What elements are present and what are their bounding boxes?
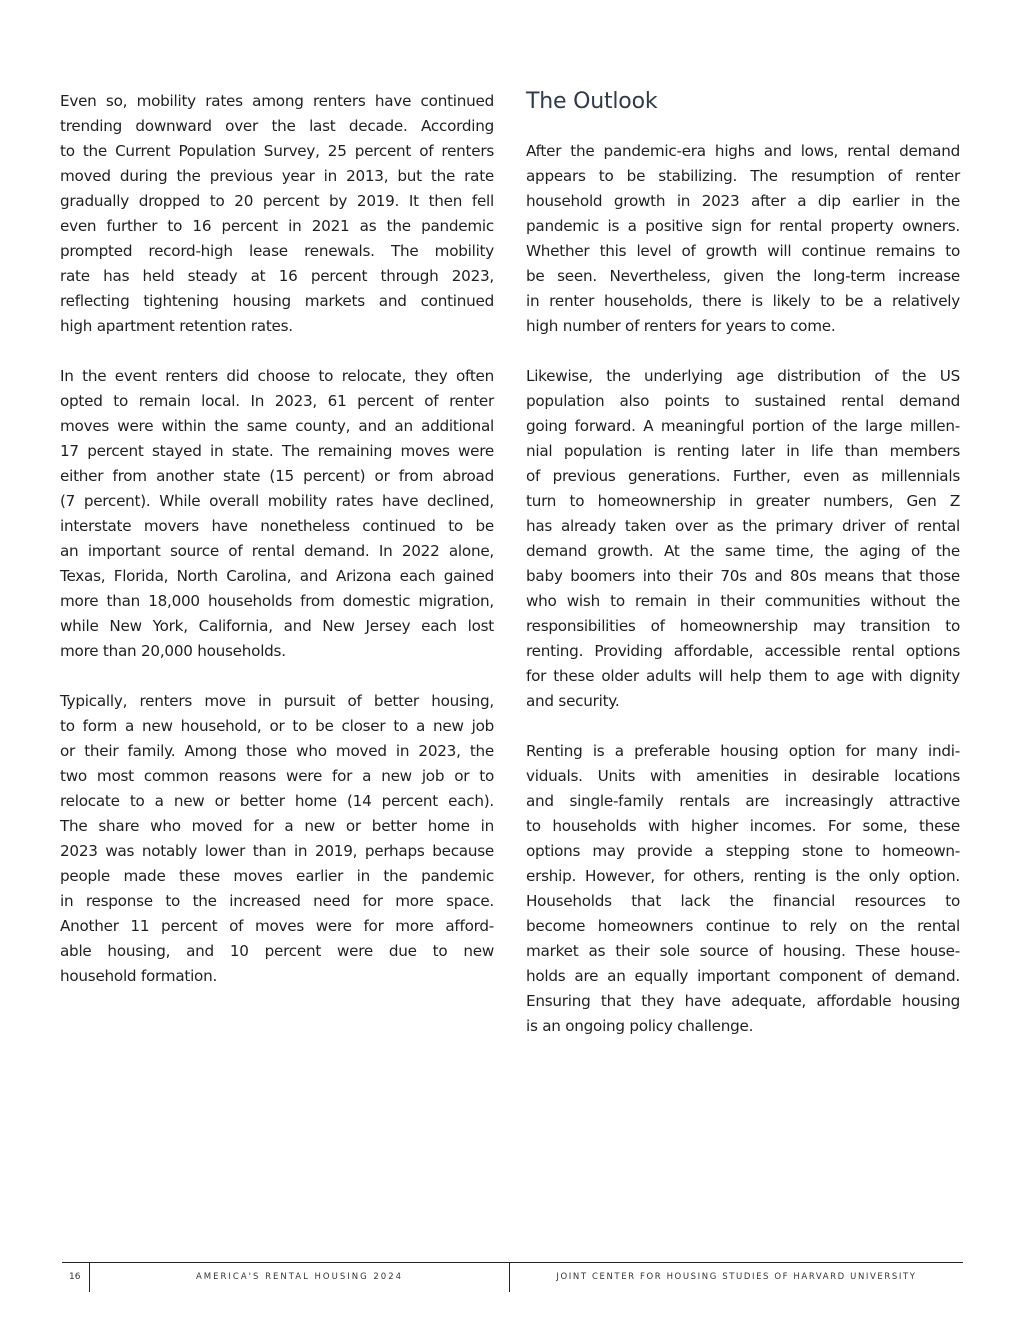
text-line: moves were within the same county, and an additional [60,417,494,435]
text-line: trending downward over the last decade. According [60,117,494,135]
text-line: 17 percent stayed in state. The remaining moves were [60,442,494,460]
paragraph-outlook-stabilizing [526,139,960,339]
text-line: relocate to a new or better home (14 percent each). [60,792,494,810]
text-line: household growth in 2023 after a dip earlier in the [526,192,960,210]
text-line: baby boomers into their 70s and 80s means that those [526,567,960,585]
text-line: nial population is renting later in life than members [526,442,960,460]
text-line: appears to be stabilizing. The resumption of renter [526,167,960,185]
text-line: reflecting tightening housing markets and continued [60,292,494,310]
text-line: is an ongoing policy challenge. [526,1017,754,1035]
text-line: able housing, and 10 percent were due to new [60,942,494,960]
text-line: even further to 16 percent in 2021 as the pandemic [60,217,494,235]
text-line: ership. However, for others, renting is the only option. [526,867,960,885]
text-line: has already taken over as the primary driver of rental [526,517,960,535]
text-line: Typically, renters move in pursuit of better housing, [60,692,494,710]
paragraph-reasons-for-moving [60,689,494,989]
text-line: Another 11 percent of moves were for more afford- [60,917,494,935]
text-line: The share who moved for a new or better home in [60,817,494,835]
text-line: market as their sole source of housing. These house- [526,942,960,960]
text-line: to households with higher incomes. For some, these [526,817,960,835]
text-line: turn to homeownership in greater numbers, Gen Z [526,492,960,510]
text-line: to the Current Population Survey, 25 percent of renters [60,142,494,160]
text-line: while New York, California, and New Jersey each lost [60,617,494,635]
text-line: who wish to remain in their communities without the [526,592,960,610]
page-number: 16 [69,1272,81,1282]
text-line: viduals. Units with amenities in desirable locations [526,767,960,785]
left-column [60,89,494,1014]
text-line: population also points to sustained rental demand [526,392,960,410]
right-column [526,89,960,1064]
text-line: (7 percent). While overall mobility rates have declined, [60,492,494,510]
text-line: Likewise, the underlying age distribution of the US [526,367,960,385]
text-line: Ensuring that they have adequate, affordable housing [526,992,960,1010]
text-line: or their family. Among those who moved in 2023, the [60,742,494,760]
text-line: in response to the increased need for more space. [60,892,494,910]
section-heading: The Outlook [526,89,658,114]
text-line: people made these moves earlier in the pandemic [60,867,494,885]
text-line: Renting is a preferable housing option for many indi- [526,742,960,760]
paragraph-relocation-local [60,364,494,664]
paragraph-mobility-rates [60,89,494,339]
text-line: pandemic is a positive sign for rental property owners. [526,217,960,235]
text-line: interstate movers have nonetheless continued to be [60,517,494,535]
text-line: prompted record-high lease renewals. The mobility [60,242,494,260]
text-line: options may provide a stepping stone to homeown- [526,842,960,860]
text-line: an important source of rental demand. In 2022 alone, [60,542,494,560]
page-footer [62,1262,963,1292]
text-line: of previous generations. Further, even as millennials [526,467,960,485]
text-line: Households that lack the financial resources to [526,892,960,910]
text-line: either from another state (15 percent) or from abroad [60,467,494,485]
text-line: and single-family rentals are increasingly attractive [526,792,960,810]
text-line: In the event renters did choose to relocate, they often [60,367,494,385]
text-line: become homeowners continue to rely on the rental [526,917,960,935]
text-line: rate has held steady at 16 percent through 2023, [60,267,494,285]
text-line: demand growth. At the same time, the aging of the [526,542,960,560]
text-line: 2023 was notably lower than in 2019, perhaps because [60,842,494,860]
organization-name: JOINT CENTER FOR HOUSING STUDIES OF HARVARD UNIVERSITY [556,1272,917,1282]
text-line: be seen. Nevertheless, given the long-term increase [526,267,960,285]
text-line: two most common reasons were for a new job or to [60,767,494,785]
text-line: opted to remain local. In 2023, 61 percent of renter [60,392,494,410]
text-line: After the pandemic-era highs and lows, rental demand [526,142,960,160]
paragraph-renting-preferable [526,739,960,1039]
text-line: high number of renters for years to come. [526,317,836,335]
text-line: Even so, mobility rates among renters have continued [60,92,494,110]
text-line: responsibilities of homeownership may transition to [526,617,960,635]
text-line: gradually dropped to 20 percent by 2019. It then fell [60,192,494,210]
text-line: more than 20,000 households. [60,642,286,660]
text-line: holds are an equally important component of demand. [526,967,960,985]
text-line: Whether this level of growth will continue remains to [526,242,960,260]
text-line: and security. [526,692,620,710]
text-line: household formation. [60,967,218,985]
paragraph-age-distribution [526,364,960,714]
publication-title: AMERICA'S RENTAL HOUSING 2024 [195,1272,404,1282]
text-line: to form a new household, or to be closer to a new job [60,717,494,735]
text-line: moved during the previous year in 2013, but the rate [60,167,494,185]
text-line: renting. Providing affordable, accessible rental options [526,642,960,660]
text-line: for these older adults will help them to age with dignity [526,667,960,685]
text-line: in renter households, there is likely to be a relatively [526,292,960,310]
text-line: Texas, Florida, North Carolina, and Arizona each gained [60,567,494,585]
text-line: high apartment retention rates. [60,317,293,335]
text-line: going forward. A meaningful portion of the large millen- [526,417,960,435]
text-line: more than 18,000 households from domestic migration, [60,592,494,610]
